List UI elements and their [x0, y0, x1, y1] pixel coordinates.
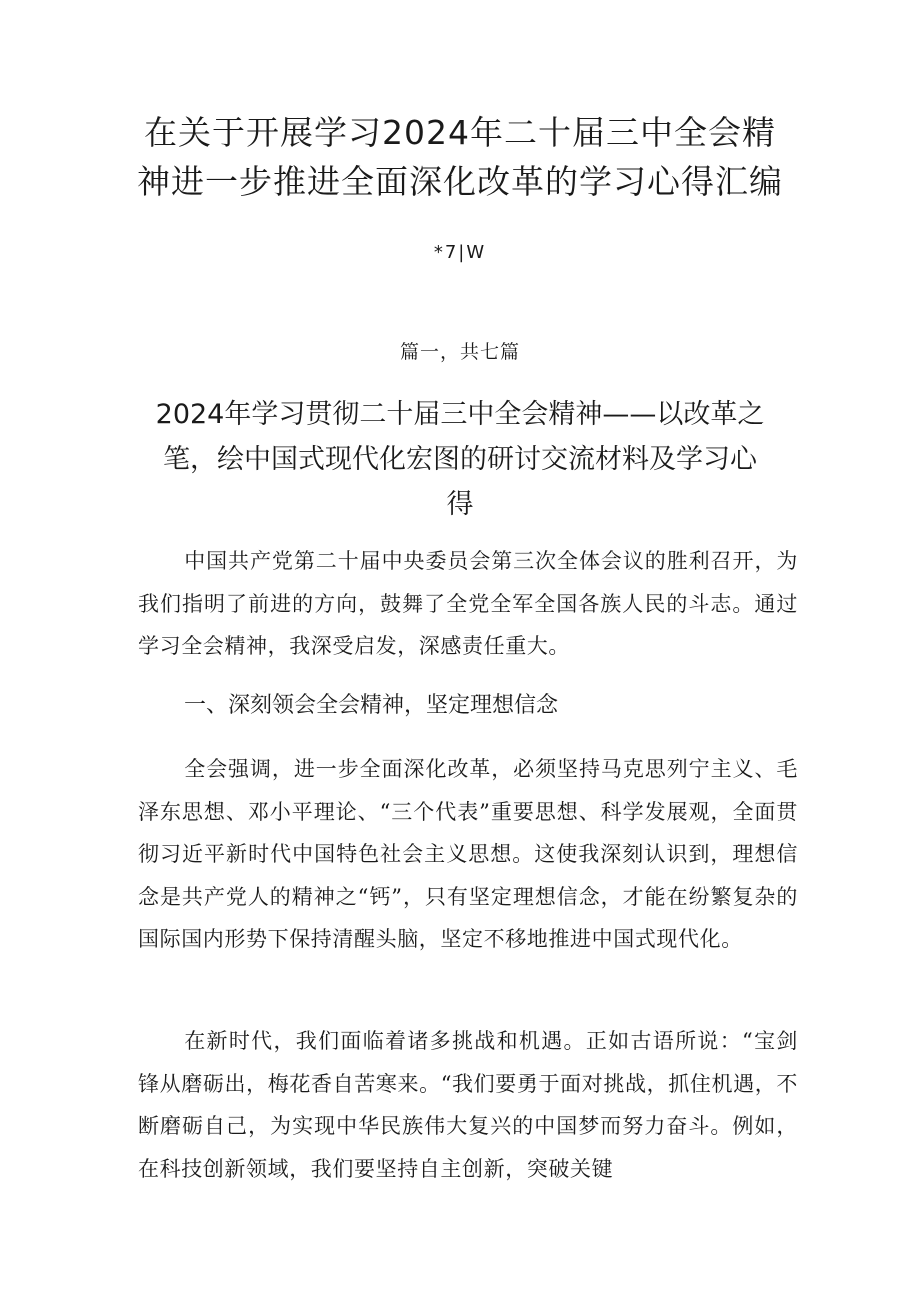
document-mark: *7|W: [433, 242, 487, 263]
part-label: 篇一，共七篇: [399, 341, 520, 363]
body-paragraph-2: 在新时代，我们面临着诸多挑战和机遇。正如古语所说：“宝剑锋从磨砺出，梅花香自苦寒来。“我们要勇于面对挑战，抓住机遇，不断磨砺自己，为实现中华民族伟大复兴的中国梦而努力奋斗。例如，在科技创新领域，我们要坚持自主创新，突破关键: [138, 1029, 798, 1181]
document-title: 在关于开展学习2024年二十届三中全会精神进一步推进全面深化改革的学习心得汇编: [137, 113, 783, 201]
body-paragraph-1: 全会强调，进一步全面深化改革，必须坚持马克思列宁主义、毛泽东思想、邓小平理论、“三个代表”重要思想、科学发展观，全面贯彻习近平新时代中国特色社会主义思想。这使我深刻认识到，理想信念是共产党人的精神之“钙”，只有坚定理想信念，才能在纷繁复杂的国际国内形势下保持清醒头脑，坚定不移地推进中国式现代化。: [138, 757, 798, 951]
article-title: 2024年学习贯彻二十届三中全会精神——以改革之笔，绘中国式现代化宏图的研讨交流材料及学习心得: [155, 399, 765, 520]
section-heading: 一、深刻领会全会精神，坚定理想信念: [184, 693, 559, 718]
intro-paragraph: 中国共产党第二十届中央委员会第三次全体会议的胜利召开，为我们指明了前进的方向，鼓舞了全党全军全国各族人民的斗志。通过学习全会精神，我深受启发，深感责任重大。: [138, 549, 798, 658]
